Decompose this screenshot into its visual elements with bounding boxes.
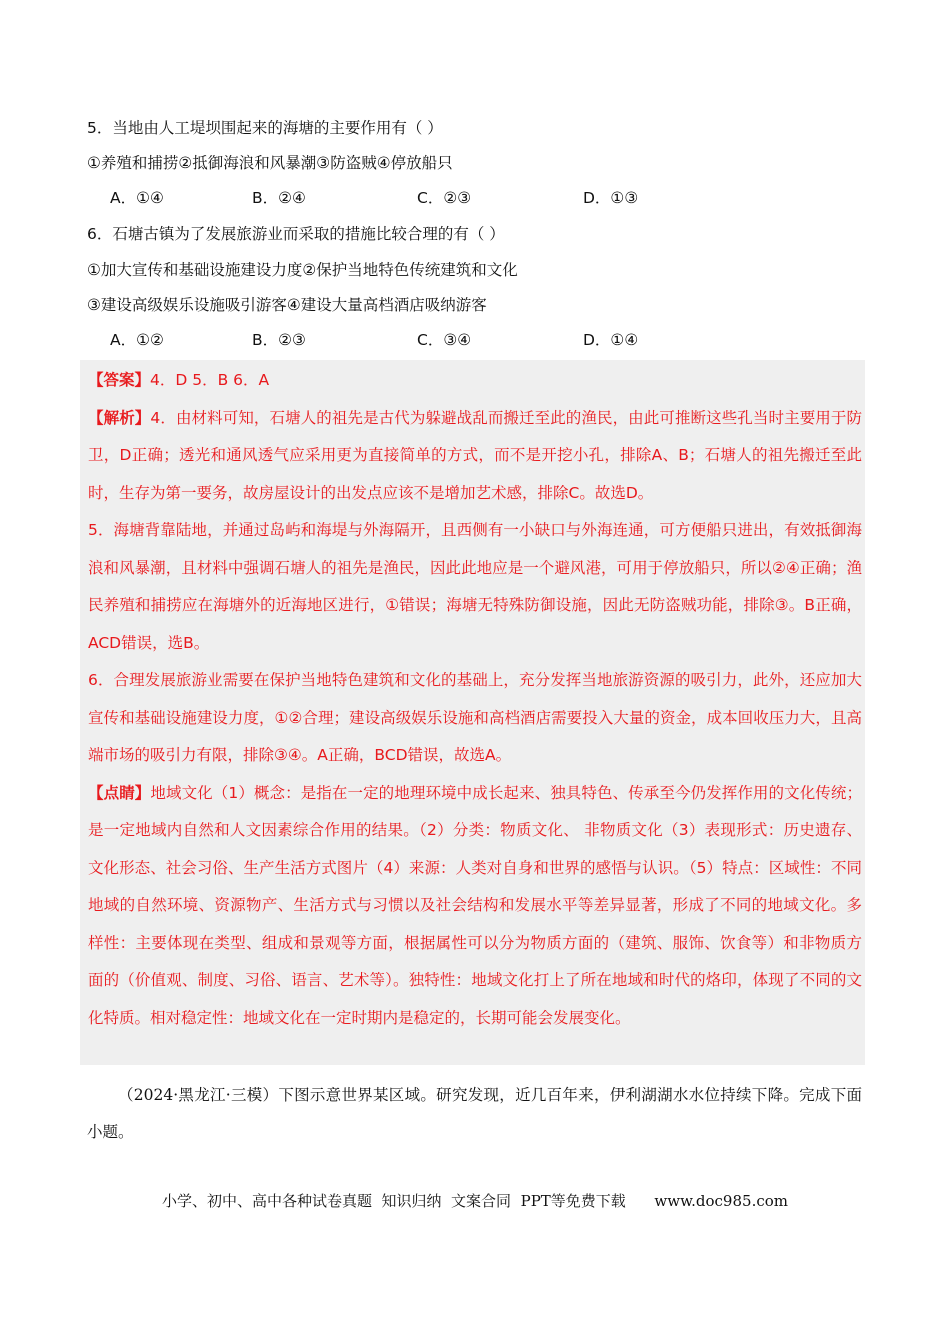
option-b: B．②④	[252, 189, 306, 207]
analysis-label: 【解析】	[88, 408, 151, 427]
option-c: C．③④	[417, 331, 472, 349]
option-a: A．①②	[110, 331, 164, 349]
answer-analysis-box	[80, 360, 865, 1065]
analysis-5: 5．海塘背靠陆地，并通过岛屿和海堤与外海隔开，且西侧有一小缺口与外海连通，可方便船只进出，有效抵御海浪和风暴潮，且材料中强调石塘人的祖先是渔民，因此此地应是一个避风港，可用于停放船只，所以②④正确；渔民养殖和捕捞应在海塘外的近海地区进行，①错误；海塘无特殊防御设施，因此无防盗贼功能，排除③。B正确，ACD错误，选B。	[88, 521, 862, 652]
answer-line	[88, 362, 862, 400]
question-6-stem: 6．石塘古镇为了发展旅游业而采取的措施比较合理的有（ ）	[87, 225, 505, 243]
tip-paragraph: 【点睛】地域文化（1）概念：是指在一定的地理环境中成长起来、独具特色、传承至今仍发挥作用的文化传统；是一定地域内自然和人文因素综合作用的结果。（2）分类：物质文化、 非物质文化（3）表现形式：历史遗存、文化形态、社会习俗、生产生活方式图片（4）来源：人类对自身和世界的感悟与认识。（5）特点：区域性：不同地域的自然环境、资源物产、生活方式与习惯以及社会结构和发展水平等差异显著，形成了不同的地域文化。多样性：主要体现在类型、组成和景观等方面，根据属性可以分为物质方面的（建筑、服饰、饮食等）和非物质方面的（价值观、制度、习俗、语言、艺术等）。独特性：地域文化打上了所在地域和时代的烙印，体现了不同的文化特质。相对稳定性：地域文化在一定时期内是稳定的，长期可能会发展变化。	[88, 783, 862, 1027]
group-intro: （2024·黑龙江·三模）下图示意世界某区域。研究发现，近几百年来，伊利湖湖水水位持续下降。完成下面小题。	[87, 1086, 862, 1141]
option-d: D．①④	[583, 331, 639, 349]
analysis-6: 6．合理发展旅游业需要在保护当地特色建筑和文化的基础上，充分发挥当地旅游资源的吸引力，此外，还应加大宣传和基础设施建设力度，①②合理；建设高级娱乐设施和高档酒店需要投入大量的资金，成本回收压力大，且高端市场的吸引力有限，排除③④。A正确，BCD错误，故选A。	[88, 671, 862, 764]
question-5-stem: 5．当地由人工堤坝围起来的海塘的主要作用有（ ）	[87, 119, 443, 137]
answer-label: 【答案】	[88, 371, 151, 389]
page-footer: 小学、初中、高中各种试卷真题 知识归纳 文案合同 PPT等免费下载 www.doc985.com	[161, 1192, 788, 1210]
option-b: B．②③	[252, 331, 306, 349]
question-6-items-line-2: ③建设高级娱乐设施吸引游客④建设大量高档酒店吸纳游客	[87, 296, 487, 314]
analysis-4: 【解析】4．由材料可知，石塘人的祖先是古代为躲避战乱而搬迁至此的渔民，由此可推断这些孔当时主要用于防卫，D正确；透光和通风透气应采用更为直接简单的方式，而不是开挖小孔，排除A、B；石塘人的祖先搬迁至此时，生存为第一要务，故房屋设计的出发点应该不是增加艺术感，排除C。故选D。	[88, 408, 862, 502]
option-c: C．②③	[417, 189, 472, 207]
option-d: D．①③	[583, 189, 639, 207]
tip-label: 【点睛】	[88, 783, 151, 802]
question-5-items: ①养殖和捕捞②抵御海浪和风暴潮③防盗贼④停放船只	[87, 154, 453, 172]
option-a: A．①④	[110, 189, 164, 207]
question-6-items-line-1: ①加大宣传和基础设施建设力度②保护当地特色传统建筑和文化	[87, 261, 518, 279]
answer-text: 4．D 5．B 6．A	[150, 371, 270, 389]
